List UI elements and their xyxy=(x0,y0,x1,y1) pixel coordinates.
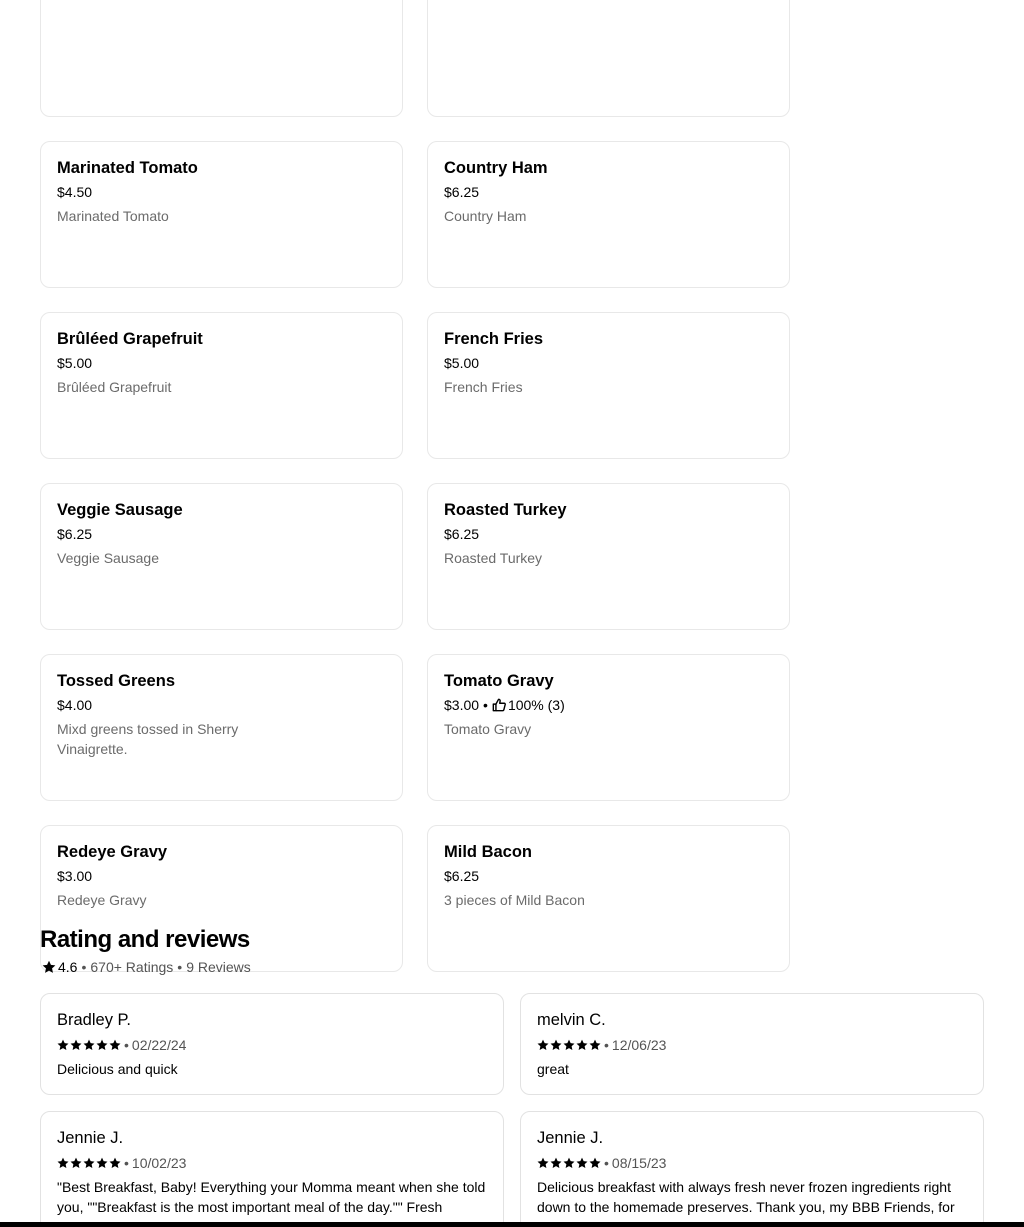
menu-item-name: Tossed Greens xyxy=(57,672,175,690)
star-icon xyxy=(550,1157,562,1169)
star-icon xyxy=(576,1157,588,1169)
menu-item-description: Redeye Gravy xyxy=(57,892,147,908)
menu-item-card[interactable] xyxy=(427,312,790,459)
menu-row-partial xyxy=(40,0,790,117)
review-card[interactable] xyxy=(40,1111,504,1227)
menu-item-description: 3 pieces of Mild Bacon xyxy=(444,892,585,908)
menu-item-price: $5.00 xyxy=(444,355,480,371)
menu-item-card[interactable] xyxy=(40,654,403,801)
review-meta xyxy=(57,1035,487,1055)
review-card[interactable] xyxy=(520,993,984,1095)
review-meta xyxy=(537,1153,967,1173)
separator-dot: • xyxy=(177,959,183,975)
separator-dot: • xyxy=(483,697,488,713)
star-rating xyxy=(537,1157,601,1169)
menu-item-name: Country Ham xyxy=(444,159,548,177)
menu-item-description: French Fries xyxy=(444,379,523,395)
star-icon xyxy=(57,1157,69,1169)
reviewer-name: Jennie J. xyxy=(537,1129,604,1147)
menu-grid xyxy=(40,0,790,996)
star-icon xyxy=(57,1039,69,1051)
menu-item-card-partial[interactable] xyxy=(427,0,790,117)
menu-item-price: $6.25 xyxy=(444,868,480,884)
menu-item-price: $4.50 xyxy=(57,184,93,200)
review-text: "Best Breakfast, Baby! Everything your Momma meant when she told you, ""Breakfast is the most important meal of the day."" Fresh xyxy=(57,1179,486,1215)
menu-item-price: $6.25 xyxy=(57,526,93,542)
menu-item-description: Veggie Sausage xyxy=(57,550,159,566)
menu-item-price: $6.25 xyxy=(444,526,480,542)
menu-item-description: Marinated Tomato xyxy=(57,208,169,224)
menu-item-description: Country Ham xyxy=(444,208,527,224)
review-card[interactable] xyxy=(40,993,504,1095)
review-text: Delicious breakfast with always fresh never frozen ingredients right down to the homemade preserves. Thank you, my BBB Friends, for xyxy=(537,1179,955,1215)
menu-item-name: Veggie Sausage xyxy=(57,501,183,519)
menu-item-name: Redeye Gravy xyxy=(57,843,168,861)
review-text: great xyxy=(537,1061,569,1077)
star-rating xyxy=(537,1039,601,1051)
menu-item-description: Brûléed Grapefruit xyxy=(57,379,172,395)
star-icon xyxy=(83,1039,95,1051)
menu-item-card[interactable] xyxy=(40,312,403,459)
review-meta xyxy=(57,1153,487,1173)
star-rating xyxy=(57,1039,121,1051)
star-icon xyxy=(563,1157,575,1169)
star-icon xyxy=(589,1157,601,1169)
review-text: Delicious and quick xyxy=(57,1061,178,1077)
star-icon xyxy=(70,1157,82,1169)
menu-item-name: Marinated Tomato xyxy=(57,159,198,177)
star-icon xyxy=(83,1157,95,1169)
star-icon xyxy=(550,1039,562,1051)
menu-item-price: $4.00 xyxy=(57,697,93,713)
star-icon xyxy=(563,1039,575,1051)
review-meta xyxy=(537,1035,967,1055)
menu-item-price: $3.00 xyxy=(57,868,93,884)
menu-item-price: $5.00 xyxy=(57,355,93,371)
menu-row xyxy=(40,654,790,801)
thumbs-up-icon xyxy=(492,698,506,712)
reviews-heading: Rating and reviews xyxy=(40,926,250,953)
menu-item-description: Mixd greens tossed in Sherry Vinaigrette. xyxy=(57,721,239,757)
price: $3.00 xyxy=(444,697,480,713)
review-date: 10/02/23 xyxy=(131,1155,187,1171)
review-date: 02/22/24 xyxy=(131,1037,187,1053)
menu-row xyxy=(40,141,790,288)
separator-dot: • xyxy=(124,1155,129,1171)
average-rating: 4.6 xyxy=(58,959,78,975)
menu-item-card[interactable] xyxy=(427,483,790,630)
menu-item-price xyxy=(444,695,773,715)
menu-item-card[interactable] xyxy=(40,141,403,288)
star-icon xyxy=(96,1157,108,1169)
star-icon xyxy=(42,960,56,974)
star-icon xyxy=(589,1039,601,1051)
menu-item-card[interactable] xyxy=(427,654,790,801)
menu-item-card[interactable] xyxy=(427,141,790,288)
review-date: 08/15/23 xyxy=(611,1155,667,1171)
menu-item-card-partial[interactable] xyxy=(40,0,403,117)
star-icon xyxy=(109,1039,121,1051)
star-icon xyxy=(576,1039,588,1051)
review-date: 12/06/23 xyxy=(611,1037,667,1053)
separator-dot: • xyxy=(124,1037,129,1053)
menu-item-name: Tomato Gravy xyxy=(444,672,554,690)
menu-row xyxy=(40,312,790,459)
item-rating: 100% (3) xyxy=(507,697,565,713)
menu-item-name: Mild Bacon xyxy=(444,843,533,861)
reviewer-name: Bradley P. xyxy=(57,1011,131,1029)
menu-item-name: Brûléed Grapefruit xyxy=(57,330,203,348)
menu-item-name: French Fries xyxy=(444,330,544,348)
star-icon xyxy=(70,1039,82,1051)
star-icon xyxy=(109,1157,121,1169)
star-rating xyxy=(57,1157,121,1169)
separator-dot: • xyxy=(604,1155,609,1171)
menu-item-card[interactable] xyxy=(427,825,790,972)
menu-item-price: $6.25 xyxy=(444,184,480,200)
menu-item-description: Roasted Turkey xyxy=(444,550,543,566)
reviewer-name: melvin C. xyxy=(537,1011,606,1029)
menu-row xyxy=(40,483,790,630)
menu-item-description: Tomato Gravy xyxy=(444,721,532,737)
menu-item-name: Roasted Turkey xyxy=(444,501,567,519)
review-card[interactable] xyxy=(520,1111,984,1227)
star-icon xyxy=(537,1039,549,1051)
star-icon xyxy=(537,1157,549,1169)
reviews-summary xyxy=(42,957,251,977)
separator-dot: • xyxy=(81,959,87,975)
ratings-count: 670+ Ratings xyxy=(90,959,174,975)
separator-dot: • xyxy=(604,1037,609,1053)
menu-item-card[interactable] xyxy=(40,483,403,630)
reviewer-name: Jennie J. xyxy=(57,1129,124,1147)
reviews-count: 9 Reviews xyxy=(186,959,251,975)
bottom-bar xyxy=(0,1222,1024,1227)
star-icon xyxy=(96,1039,108,1051)
